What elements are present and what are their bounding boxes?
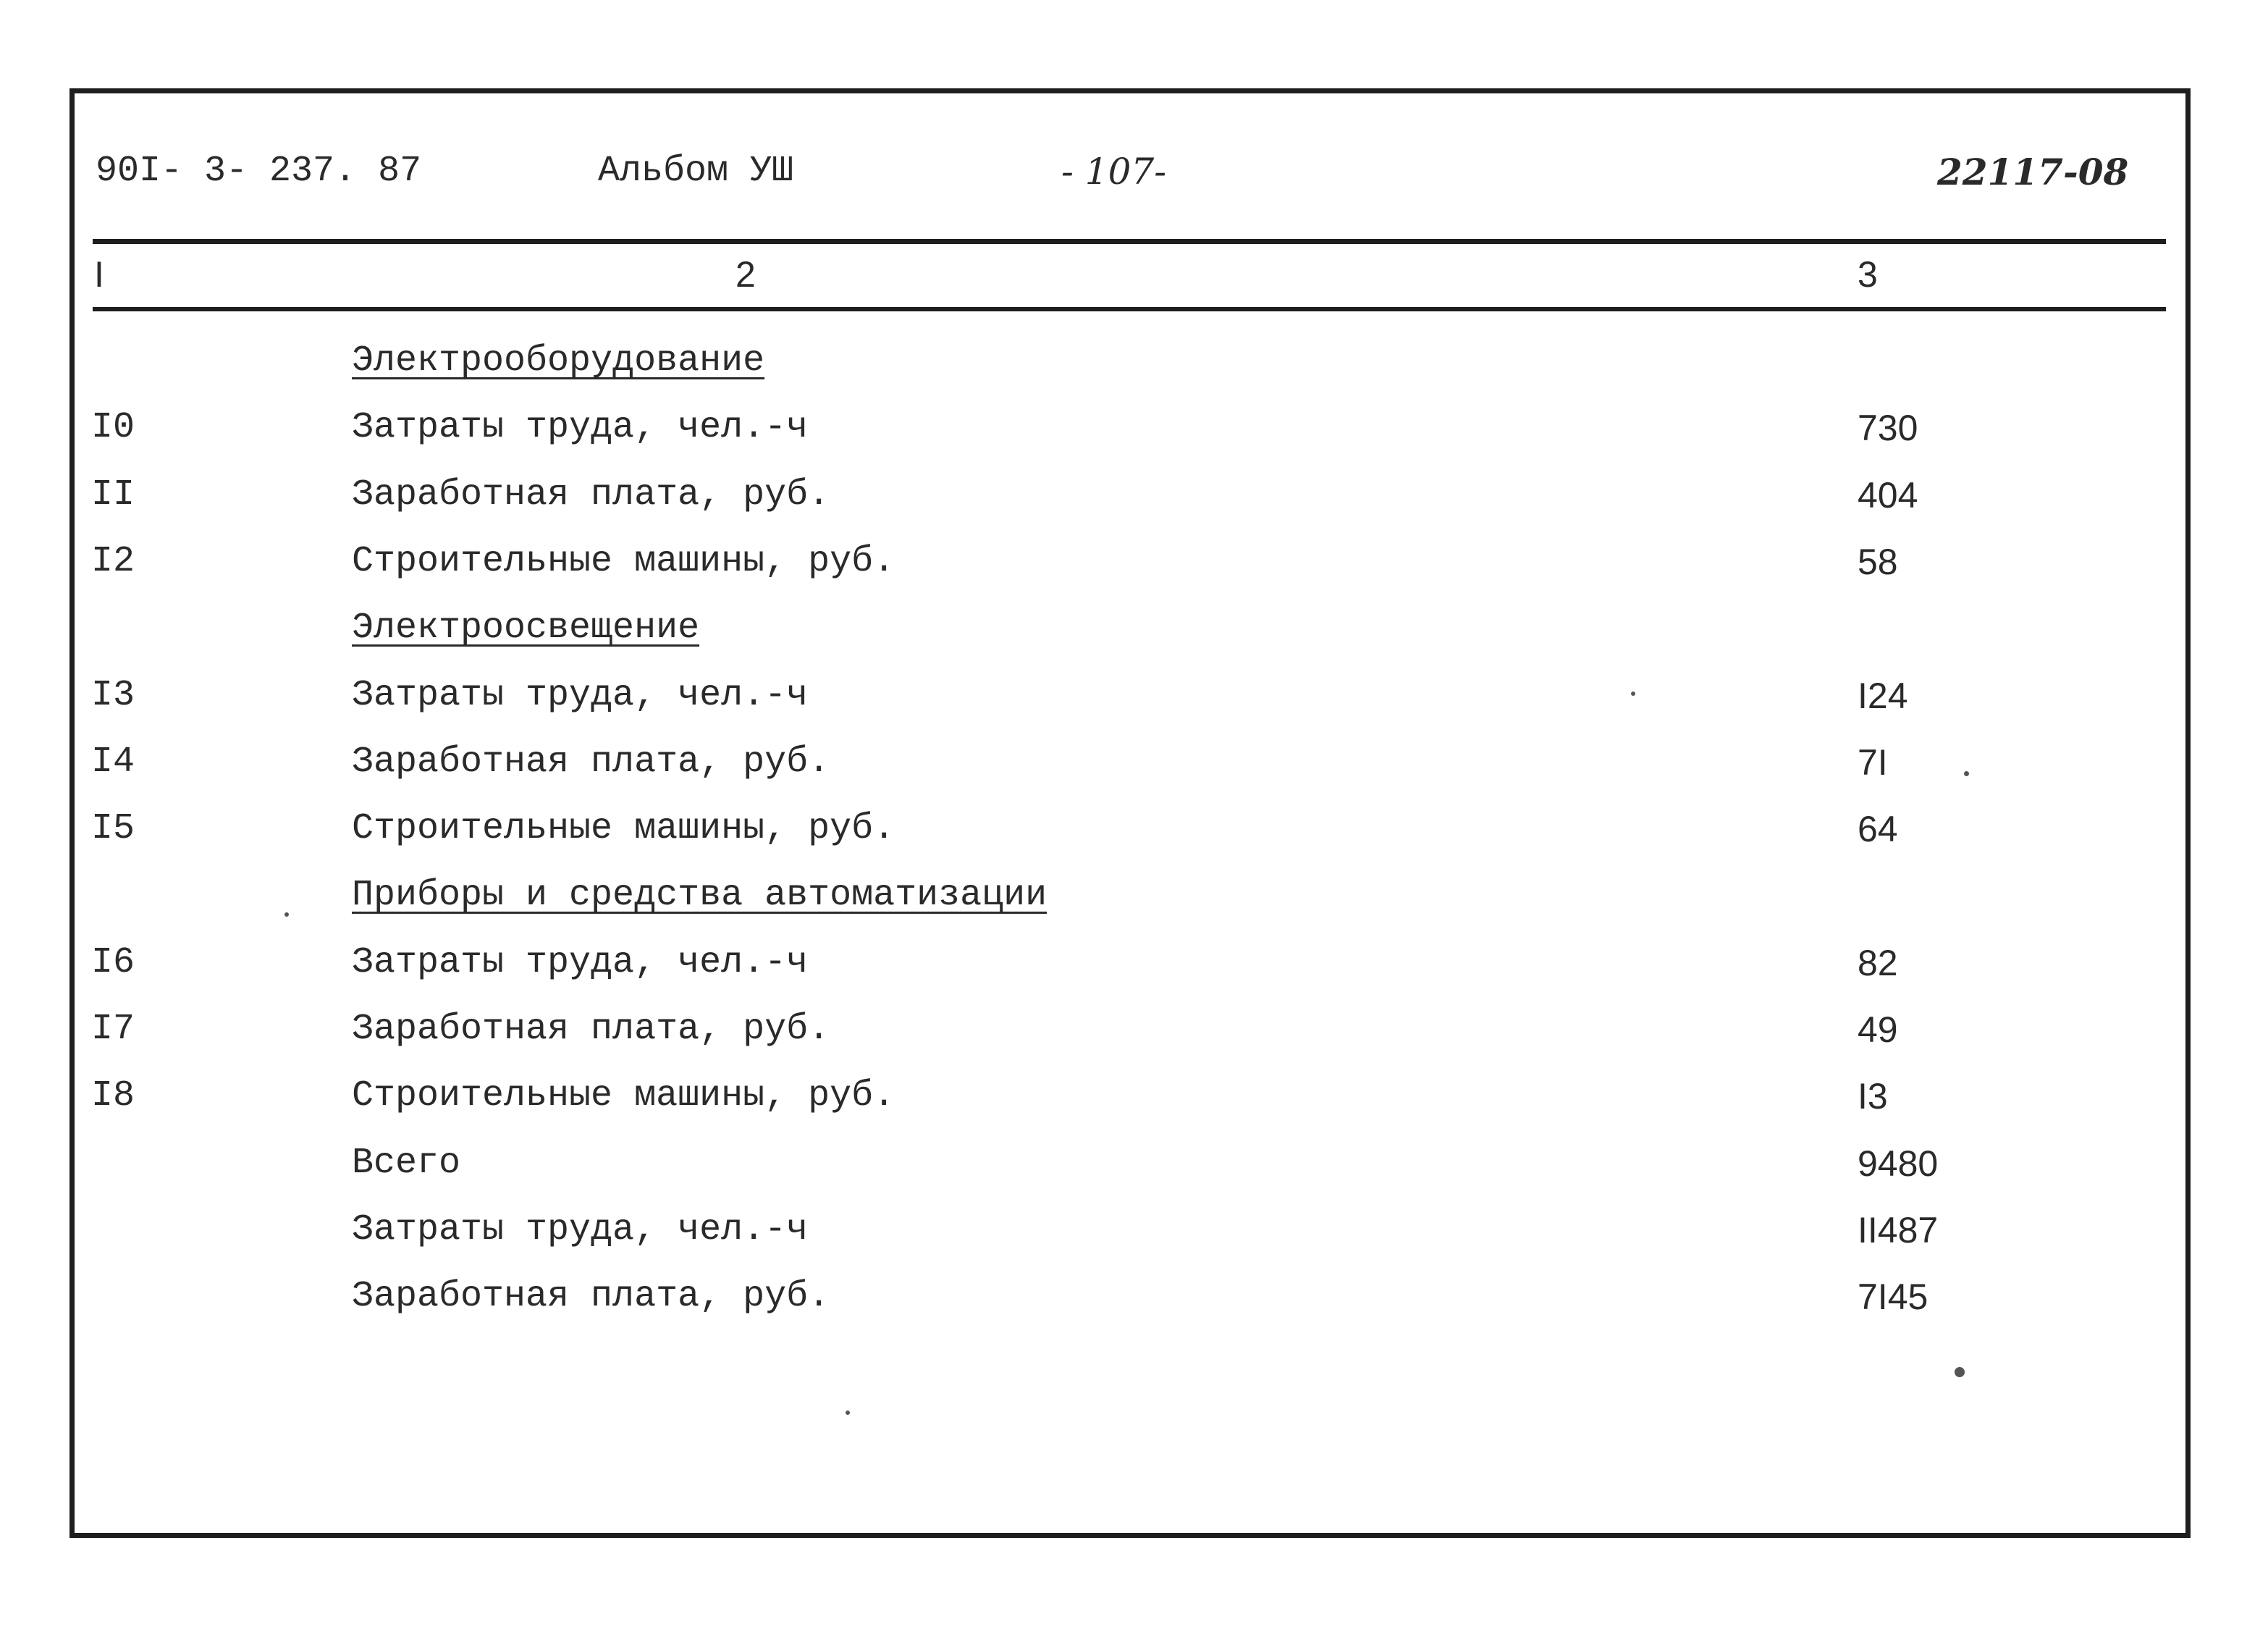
row-description: Затраты труда, чел.-ч [352, 407, 809, 448]
row-value: 7I [1858, 742, 1888, 783]
section-row [0, 340, 2268, 398]
row-number: I7 [91, 1009, 135, 1050]
row-number: I0 [91, 407, 135, 448]
row-number: I4 [91, 741, 135, 783]
row-value: 7I45 [1858, 1277, 1928, 1317]
row-number: I3 [91, 675, 135, 716]
row-value: I3 [1858, 1076, 1888, 1117]
column-header-1: I [94, 254, 104, 295]
table-row [0, 675, 2268, 733]
section-title: Электрооборудование [352, 340, 765, 382]
row-number: I2 [91, 541, 135, 582]
ink-speck [284, 912, 289, 917]
section-row [0, 875, 2268, 933]
table-row [0, 541, 2268, 599]
row-value: 730 [1858, 408, 1918, 448]
table-row [0, 1075, 2268, 1133]
row-description: Строительные машины, руб. [352, 541, 895, 582]
row-number: I8 [91, 1075, 135, 1117]
table-row [0, 1143, 2268, 1201]
ink-speck [1955, 1367, 1965, 1377]
row-value: 404 [1858, 475, 1918, 516]
table-row [0, 1209, 2268, 1267]
row-description: Заработная плата, руб. [352, 741, 830, 783]
row-value: 58 [1858, 542, 1898, 582]
row-value: 64 [1858, 809, 1898, 849]
table-row [0, 407, 2268, 465]
row-description: Затраты труда, чел.-ч [352, 675, 809, 716]
table-row [0, 474, 2268, 532]
row-value: 49 [1858, 1009, 1898, 1050]
table-row [0, 808, 2268, 866]
row-description: Всего [352, 1143, 461, 1184]
row-number: I5 [91, 808, 135, 849]
section-row [0, 608, 2268, 665]
page-number: - 107- [1061, 151, 1167, 193]
table-row [0, 741, 2268, 799]
row-number: II [91, 474, 135, 516]
row-description: Затраты труда, чел.-ч [352, 942, 809, 983]
row-value: II487 [1858, 1210, 1939, 1250]
row-number: I6 [91, 942, 135, 983]
row-description: Заработная плата, руб. [352, 1276, 830, 1317]
document-number: 22117-08 [1937, 151, 2129, 193]
ink-speck [846, 1411, 850, 1415]
table-row [0, 1009, 2268, 1067]
row-description: Строительные машины, руб. [352, 1075, 895, 1117]
row-description: Заработная плата, руб. [352, 474, 830, 516]
table-row [0, 942, 2268, 1000]
row-description: Заработная плата, руб. [352, 1009, 830, 1050]
column-header-3: 3 [1858, 254, 1878, 295]
row-value: 82 [1858, 943, 1898, 983]
row-value: I24 [1858, 676, 1908, 716]
ink-speck [1631, 691, 1635, 696]
table-row [0, 1276, 2268, 1334]
section-title: Электроосвещение [352, 608, 700, 649]
ink-speck [1964, 771, 1969, 776]
row-value: 9480 [1858, 1143, 1939, 1184]
row-description: Строительные машины, руб. [352, 808, 895, 849]
section-title: Приборы и средства автоматизации [352, 875, 1047, 916]
document-code: 90I- 3- 237. 87 [96, 151, 422, 192]
header-rule-top [93, 239, 2166, 244]
column-header-2: 2 [735, 254, 756, 295]
row-description: Затраты труда, чел.-ч [352, 1209, 809, 1250]
album-label: Альбом УШ [598, 151, 794, 192]
header-rule-bottom [93, 307, 2166, 311]
